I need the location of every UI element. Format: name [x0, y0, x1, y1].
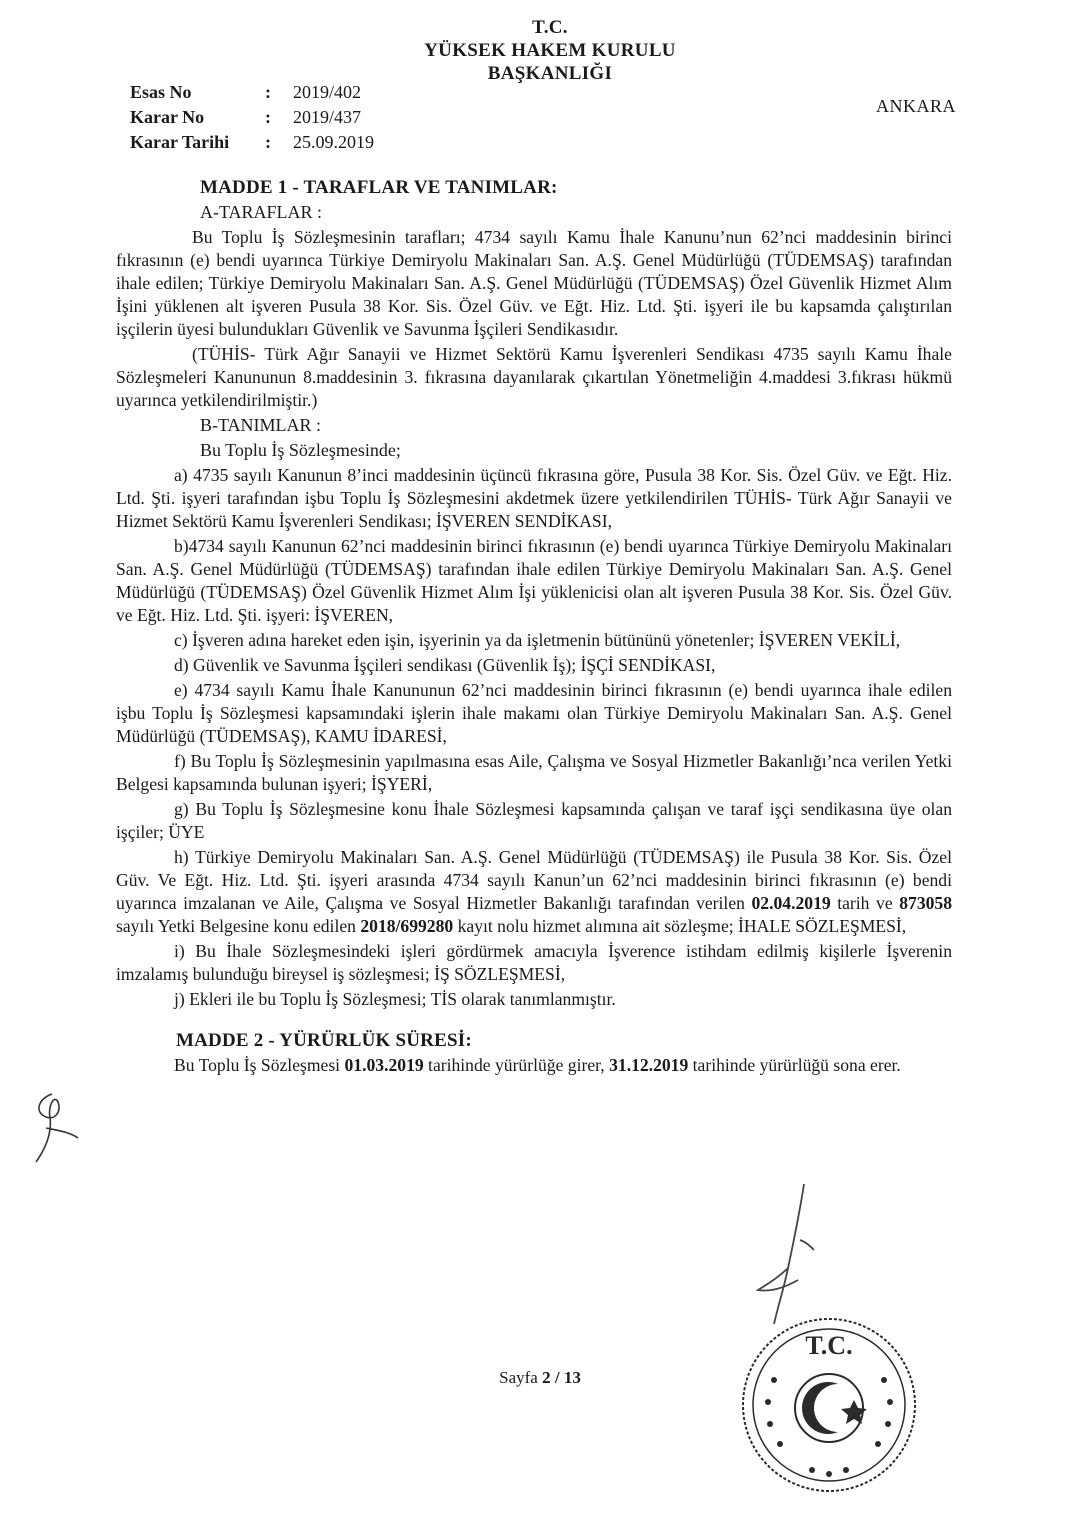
- meta-value: 25.09.2019: [293, 132, 374, 152]
- definition-d: d) Güvenlik ve Savunma İşçileri sendikası (Güvenlik İş); İŞÇİ SENDİKASI,: [174, 655, 716, 675]
- handwritten-initial-icon: [22, 1088, 82, 1168]
- validity-end-date: 31.12.2019: [609, 1055, 689, 1075]
- meta-label: Karar No: [130, 107, 205, 127]
- meta-label: Esas No: [130, 82, 192, 102]
- authorization-date: 02.04.2019: [751, 893, 831, 913]
- section-b-intro: Bu Toplu İş Sözleşmesinde;: [200, 440, 401, 460]
- city-label: ANKARA: [876, 96, 957, 116]
- institution-header: [390, 16, 710, 85]
- validity-text: Bu Toplu İş Sözleşmesi: [174, 1055, 345, 1075]
- definition-c: c) İşveren adına hareket eden işin, işyerinin ya da işletmenin bütününü yönetenler; İŞVEREN VEKİLİ,: [174, 630, 901, 650]
- seal-text: T.C.: [805, 1331, 853, 1360]
- authorization-number: 873058: [899, 893, 952, 913]
- meta-colon: :: [265, 132, 271, 152]
- header-line-tc: T.C.: [532, 17, 568, 38]
- validity-text: tarihinde yürürlüğe girer,: [423, 1055, 610, 1075]
- header-line-baskanlik: BAŞKANLIĞI: [487, 63, 613, 84]
- validity-text: tarihinde yürürlüğü sona erer.: [688, 1055, 901, 1075]
- definition-i: i) Bu İhale Sözleşmesindeki işleri gördürmek amacıyla İşverence istihdam edilmiş kişilerle İşverenin imzalamış bulunduğu bireysel iş sözleşmesi; İŞ SÖZLEŞMESİ,: [116, 941, 952, 984]
- meta-label: Karar Tarihi: [130, 132, 230, 152]
- definition-j: j) Ekleri ile bu Toplu İş Sözleşmesi; TİS olarak tanımlanmıştır.: [174, 989, 616, 1009]
- meta-colon: :: [265, 82, 271, 102]
- definition-e: e) 4734 sayılı Kamu İhale Kanununun 62’nci maddesinin birinci fıkrasının (e) bendi uyarınca ihale edilen işbu Toplu İş Sözleşmesi kapsamındaki işlerin ihale makamı olan Türkiye Demiryolu Makinaları San. A.Ş. Genel Müdürlüğü (TÜDEMSAŞ), KAMU İDARESİ,: [116, 680, 952, 746]
- document-body: [116, 176, 952, 1079]
- definition-h-text: tarih ve: [830, 893, 900, 913]
- definition-h-text: sayılı Yetki Belgesine konu edilen: [116, 916, 361, 936]
- article-1-title: MADDE 1 - TARAFLAR VE TANIMLAR:: [200, 177, 558, 198]
- definition-b: b)4734 sayılı Kanunun 62’nci maddesinin birinci fıkrasının (e) bendi uyarınca Türkiye Demiryolu Makinaları San. A.Ş. Genel Müdürlüğü (TÜDEMSAŞ) tarafından ihale edilen Türkiye Demiryolu Makinaları San. A.Ş. Genel Müdürlüğü (TÜDEMSAŞ) Özel Güvenlik Hizmet Alım İşi yüklenicisi olan alt işveren Pusula 38 Kor. Sis. Özel Güv. ve Eğt. Hiz. Ltd. Şti. işyeri: İŞVEREN,: [116, 536, 952, 625]
- validity-paragraph: [116, 1054, 952, 1077]
- paragraph-tuhis: (TÜHİS- Türk Ağır Sanayii ve Hizmet Sektörü Kamu İşverenleri Sendikası 4735 sayılı Kamu İhale Sözleşmeleri Kanununun 8.maddesinin 3. fıkrasına dayanılarak çıkartılan Yönetmeliğin 4.maddesi 3.fıkrası hükmü uyarınca yetkilendirilmiştir.): [116, 344, 952, 410]
- section-gap: [116, 1013, 952, 1029]
- definition-f: f) Bu Toplu İş Sözleşmesinin yapılmasına esas Aile, Çalışma ve Sosyal Hizmetler Bakanlığı’nca verilen Yetki Belgesi kapsamında bulunan işyeri; İŞYERİ,: [116, 751, 952, 794]
- registration-number: 2018/699280: [360, 916, 454, 936]
- definition-h-text: h) Türkiye Demiryolu Makinaları San. A.Ş. Genel Müdürlüğü (TÜDEMSAŞ) ile Pusula 38 Kor. Sis. Özel Güv. Ve Eğt. Hiz. Ltd. Şti. işyeri arasında 4734 sayılı Kanun’un 62’nci maddesinin birinci fıkrasının (e) bendi uyarınca imzalanan ve Aile, Çalışma ve Sosyal Hizmetler Bakanlığı tarafından verilen: [116, 847, 952, 913]
- section-a-title: A-TARAFLAR :: [200, 202, 323, 222]
- case-metadata: [130, 80, 374, 155]
- paragraph-parties: Bu Toplu İş Sözleşmesinin tarafları; 4734 sayılı Kamu İhale Kanunu’nun 62’nci maddesinin birinci fıkrasının (e) bendi uyarınca Türkiye Demiryolu Makinaları San. A.Ş. Genel Müdürlüğü (TÜDEMSAŞ) tarafından ihale edilen; Türkiye Demiryolu Makinaları San. A.Ş. Genel Müdürlüğü (TÜDEMSAŞ) Özel Güvenlik Hizmet Alım İşini yüklenen alt işveren Pusula 38 Kor. Sis. Özel Güv. ve Eğt. Hiz. Ltd. Şti. işyeri ile bu kapsamda çalıştırılan işçilerin üyesi bulundukları Güvenlik ve Savunma İşçileri Sendikasıdır.: [116, 227, 952, 339]
- validity-start-date: 01.03.2019: [344, 1055, 424, 1075]
- page-number-prefix: Sayfa: [499, 1368, 543, 1387]
- meta-colon: :: [265, 107, 271, 127]
- official-seal-icon: [734, 1310, 924, 1500]
- meta-row-esas: [130, 80, 374, 105]
- definition-h: [116, 846, 952, 938]
- definition-h-text: kayıt nolu hizmet alımına ait sözleşme; İHALE SÖZLEŞMESİ,: [453, 916, 907, 936]
- section-b-title: B-TANIMLAR :: [200, 415, 322, 435]
- meta-row-tarih: [130, 130, 374, 155]
- meta-row-karar: [130, 105, 374, 130]
- meta-value: 2019/437: [293, 107, 362, 127]
- definition-a: a) 4735 sayılı Kanunun 8’inci maddesinin üçüncü fıkrasına göre, Pusula 38 Kor. Sis. Özel Güv. ve Eğt. Hiz. Ltd. Şti. işyeri tarafından işbu Toplu İş Sözleşmesini akdetmek üzere yetkilendirilen TÜHİS- Türk Ağır Sanayii ve Hizmet Sektörü Kamu İşverenleri Sendikası; İŞVEREN SENDİKASI,: [116, 465, 952, 531]
- meta-value: 2019/402: [293, 82, 362, 102]
- definition-g: g) Bu Toplu İş Sözleşmesine konu İhale Sözleşmesi kapsamında çalışan ve taraf işçi sendikasına üye olan işçiler; ÜYE: [116, 799, 952, 842]
- page-number: 2 / 13: [542, 1368, 581, 1387]
- signature-icon: [744, 1180, 834, 1330]
- article-2-title: MADDE 2 - YÜRÜRLÜK SÜRESİ:: [176, 1030, 472, 1051]
- header-line-kurul: YÜKSEK HAKEM KURULU: [424, 40, 676, 61]
